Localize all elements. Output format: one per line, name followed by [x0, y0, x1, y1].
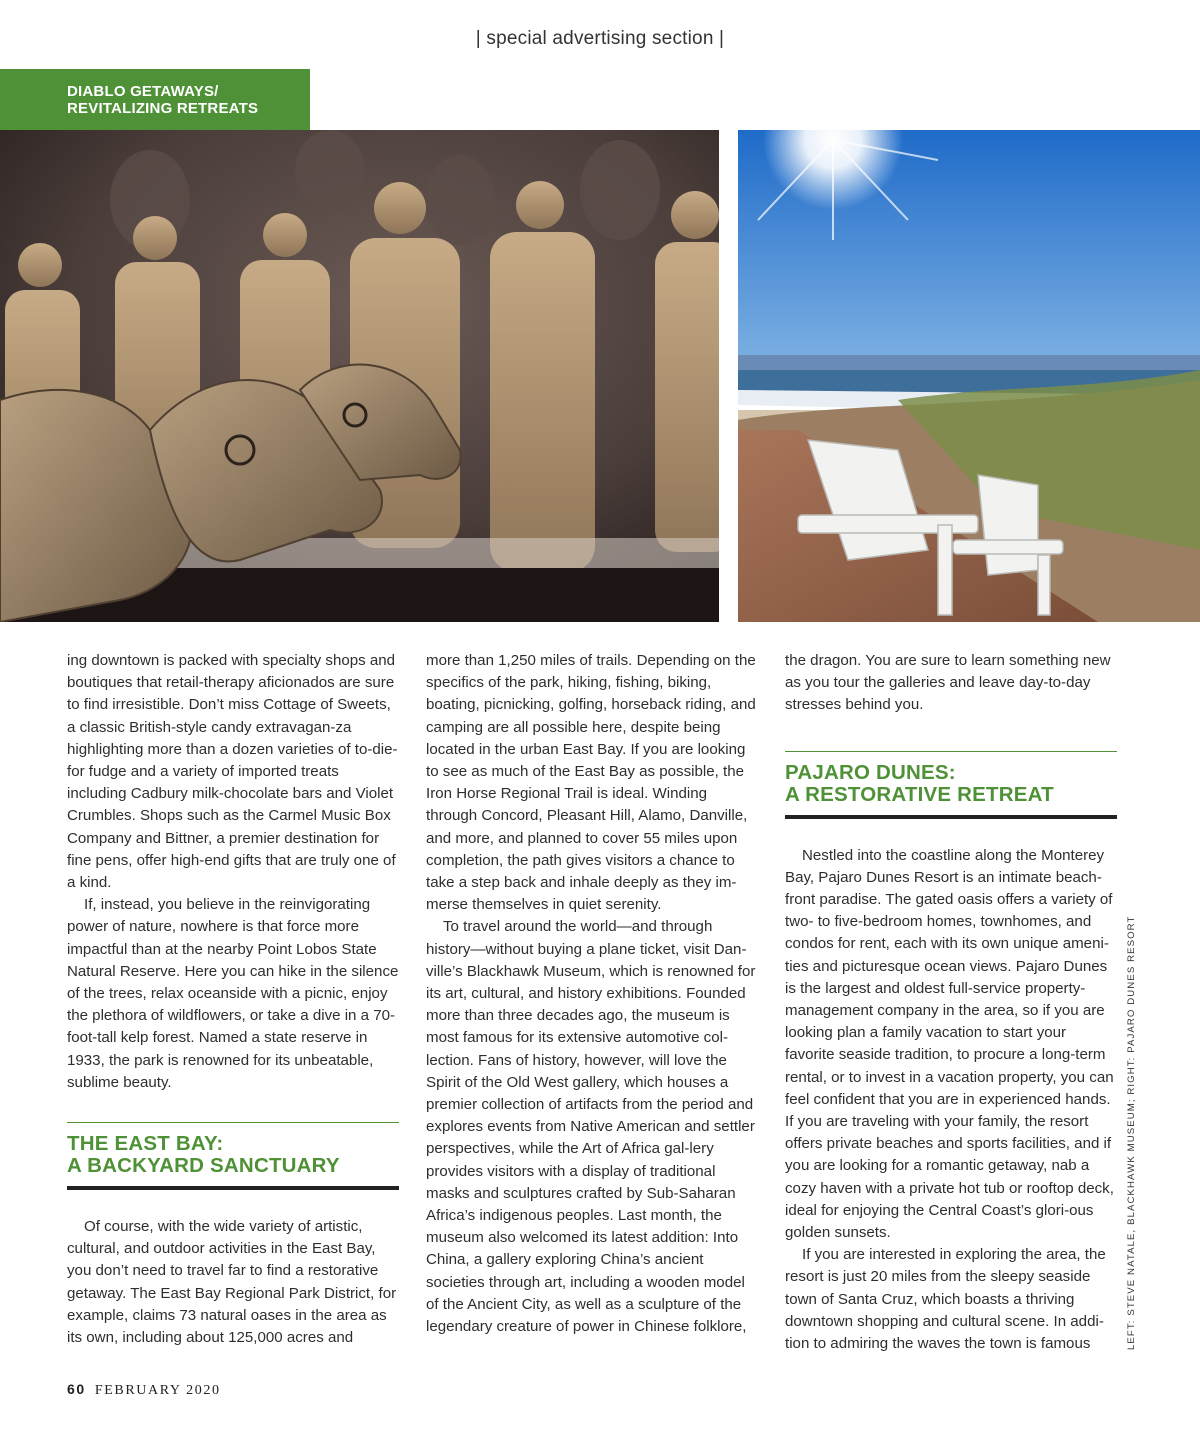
- subheading-pajaro-dunes: [785, 751, 1117, 819]
- section-header-label: | special advertising section |: [475, 28, 725, 49]
- body-paragraph: more than 1,250 miles of trails. Depending on the specifics of the park, hiking, fishing, biking, boating, picnicking, golfing, horseback riding, and camping are all possible here, despite being located in the urban East Bay. If you are looking to see as much of the East Bay as possible, the Iron Horse Regional Trail is ideal. Winding through Concord, Pleasant Hill, Alamo, Danville, and more, and planned to cover 55 miles upon completion, the path gives visitors a chance to take a step back and inhale deeply as they im-merse themselves in quiet serenity.: [426, 652, 756, 914]
- body-paragraph: If, instead, you believe in the reinvigorating power of nature, nowhere is that force more impactful than at the nearby Point Lobos State Natural Reserve. Here you can hike in the silence of the trees, relax oceanside with a picnic, enjoy the plethora of wildflowers, or take a dive in a 70-foot-tall kelp forest. Named a state reserve in 1933, the park is renowned for its unbeatable, sublime beauty.: [67, 896, 399, 1091]
- photo-credit: LEFT: STEVE NATALE, BLACKHAWK MUSEUM; RIGHT: PAJARO DUNES RESORT: [1126, 915, 1137, 1350]
- article-column-2: [426, 650, 758, 1338]
- section-tag-line2: REVITALIZING RETREATS: [67, 100, 259, 117]
- body-paragraph: If you are interested in exploring the area, the resort is just 20 miles from the sleepy seaside town of Santa Cruz, which boasts a thriving downtown shopping and cultural scene. In addi-tion to admiring the waves the town is famous: [785, 1246, 1106, 1353]
- subheading-east-bay: [67, 1122, 399, 1190]
- body-paragraph: Of course, with the wide variety of artistic, cultural, and outdoor activities in the East Bay, you don’t need to travel far to find a restorative getaway. The East Bay Regional Park District, for example, claims 73 natural oases in the area as its own, including about 125,000 acres and: [67, 1218, 397, 1347]
- subheading-line1: THE EAST BAY:: [67, 1132, 224, 1156]
- body-paragraph: To travel around the world—and through history—without buying a plane ticket, visit Dan-ville’s Blackhawk Museum, which is renowned for its art, cultural, and history exhibitions. Founded more than three decades ago, the museum is most famous for its extensive automotive col-lection. Fans of history, however, will love the Spirit of the Old West gallery, which houses a premier collection of artifacts from the period and explores events from Native American and settler perspectives, while the Art of Africa gal-lery provides visitors with a display of traditional masks and sculptures crafted by Sub-Saharan Africa’s indigenous peoples. Last month, the museum also welcomed its latest addition: Into China, a gallery exploring China’s ancient societies through art, including a wooden model of the Ancient City, as well as a sculpture of the legendary creature of power in Chinese folklore,: [426, 918, 756, 1336]
- subheading-rule-bottom: [785, 815, 1117, 819]
- body-paragraph: Nestled into the coastline along the Monterey Bay, Pajaro Dunes Resort is an intimate beach-front paradise. The gated oasis offers a variety of two- to five-bedroom homes, townhomes, and condos for rent, each with its own unique ameni-ties and picturesque ocean views. Pajaro Dunes is the largest and oldest full-service property-management company in the area, so if you are looking plan a family vacation to start your favorite seaside tradition, to procure a long-term rental, or to invest in a vacation property, you can feel confident that you are in experienced hands. If you are traveling with your family, the resort offers private beaches and sports facilities, and if you are looking for a romantic getaway, nab a cozy haven with a private hot tub or rooftop deck, ideal for enjoying the Central Coast’s glori-ous golden sunsets.: [785, 846, 1114, 1242]
- subheading-line2: A RESTORATIVE RETREAT: [785, 782, 1054, 806]
- subheading-line1: PAJARO DUNES:: [785, 760, 956, 784]
- body-paragraph: ing downtown is packed with specialty shops and boutiques that retail-therapy aficionados are sure to find irresistible. Don’t miss Cottage of Sweets, a classic British-style candy extravagan-za highlighting more than a dozen varieties of to-die-for fudge and a variety of imported treats including Cadbury milk-chocolate bars and Violet Crumbles. Shops such as the Carmel Music Box Company and Bittner, a premier destination for fine pens, offer high-end gifts that are truly one of a kind.: [67, 652, 398, 892]
- terracotta-warriors-photo: [0, 130, 719, 622]
- section-tag-line1: DIABLO GETAWAYS/: [67, 83, 219, 100]
- subheading-rule-bottom: [67, 1186, 399, 1190]
- page-folio: [67, 1381, 221, 1399]
- issue-date: FEBRUARY 2020: [94, 1383, 221, 1398]
- article-column-3: [785, 650, 1117, 1355]
- subheading-line2: A BACKYARD SANCTUARY: [67, 1154, 340, 1178]
- page-number: 60: [67, 1381, 86, 1397]
- subheading-rule-top: [785, 751, 1117, 752]
- beach-adirondack-chairs-photo: [738, 130, 1200, 622]
- article-column-1: [67, 650, 399, 1349]
- subheading-rule-top: [67, 1122, 399, 1123]
- section-tag: [0, 69, 310, 130]
- body-paragraph: the dragon. You are sure to learn something new as you tour the galleries and leave day-to-day stresses behind you.: [785, 652, 1111, 714]
